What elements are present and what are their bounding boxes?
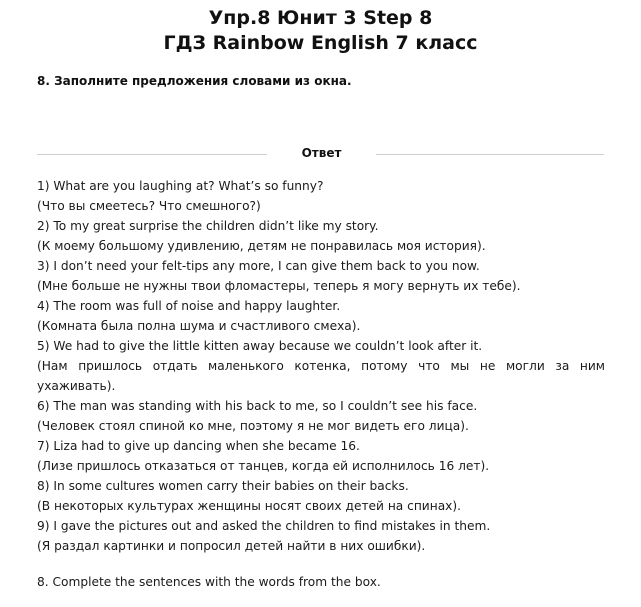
answer-8-translation: (В некоторых культурах женщины носят своих детей на спинах).	[37, 499, 462, 513]
answer-7-translation: (Лизе пришлось отказаться от танцев, когда ей исполнилось 16 лет).	[37, 459, 490, 473]
answer-2-english: 2) To my great surprise the children didn’t like my story.	[37, 219, 379, 233]
answer-6-english: 6) The man was standing with his back to me, so I couldn’t see his face.	[37, 399, 478, 413]
answer-1-english: 1) What are you laughing at? What’s so funny?	[37, 179, 324, 193]
answer-1-translation: (Что вы смеетесь? Что смешного?)	[37, 199, 261, 213]
divider-left	[37, 154, 267, 155]
answer-8-english: 8) In some cultures women carry their babies on their backs.	[37, 479, 409, 493]
exercise-instruction-english: 8. Complete the sentences with the words from the box.	[37, 575, 381, 589]
answer-4-english: 4) The room was full of noise and happy laughter.	[37, 299, 341, 313]
answer-3-translation: (Мне больше не нужны твои фломастеры, теперь я могу вернуть их тебе).	[37, 279, 521, 293]
answer-9-english: 9) I gave the pictures out and asked the children to find mistakes in them.	[37, 519, 491, 533]
answer-9-translation: (Я раздал картинки и попросил детей найти в них ошибки).	[37, 539, 426, 553]
answer-5-english: 5) We had to give the little kitten away because we couldn’t look after it.	[37, 339, 483, 353]
answer-label: Ответ	[301, 146, 342, 160]
answer-2-translation: (К моему большому удивлению, детям не понравилась моя история).	[37, 239, 486, 253]
answer-3-english: 3) I don’t need your felt-tips any more, I can give them back to you now.	[37, 259, 480, 273]
answer-6-translation: (Человек стоял спиной ко мне, поэтому я не мог видеть его лица).	[37, 419, 469, 433]
answer-5-translation: (Нам пришлось отдать маленького котенка, потому что мы не могли за ним ухаживать).	[37, 359, 605, 393]
answer-7-english: 7) Liza had to give up dancing when she became 16.	[37, 439, 360, 453]
answer-4-translation: (Комната была полна шума и счастливого смеха).	[37, 319, 361, 333]
answer-list	[37, 176, 605, 556]
task-heading: 8. Заполните предложения словами из окна.	[37, 74, 352, 88]
divider-right	[376, 154, 604, 155]
page-title-line-1: Упр.8 Юнит 3 Step 8	[208, 7, 433, 29]
page-title-line-2: ГДЗ Rainbow English 7 класс	[163, 32, 478, 54]
